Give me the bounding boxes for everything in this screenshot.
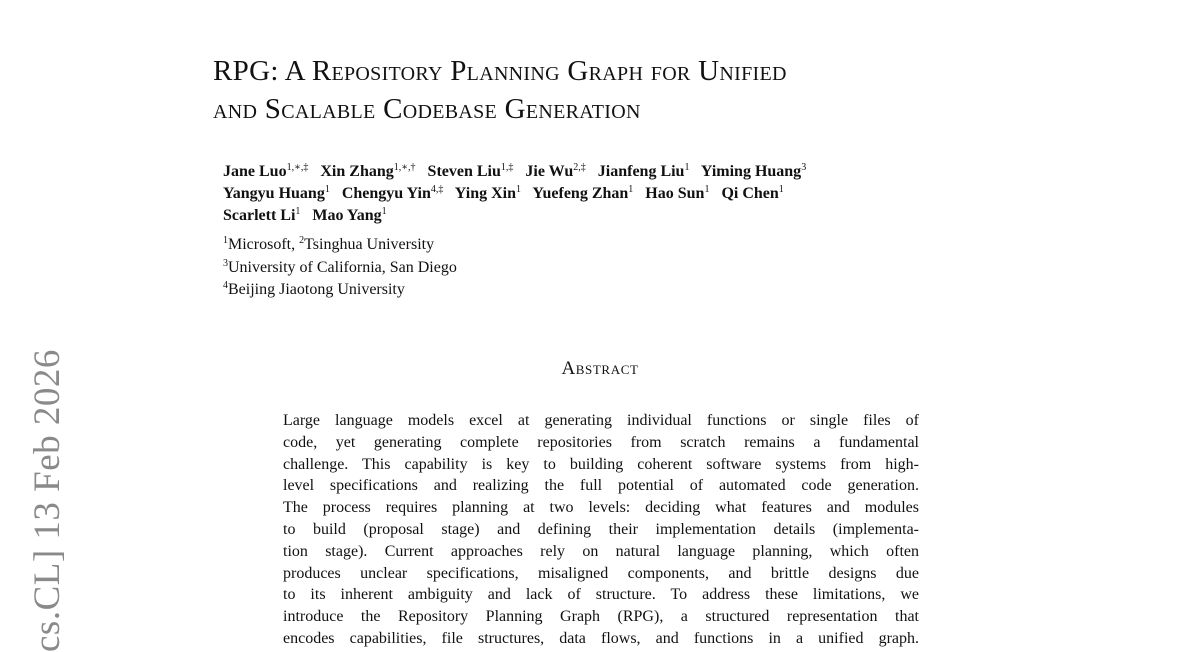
- author: Mao Yang$^1$: [312, 206, 387, 224]
- author: Yiming Huang$^3$: [700, 162, 807, 180]
- abstract-heading: Abstract: [561, 358, 639, 379]
- abstract-line: introduce the Repository Planning Graph (RPG), a structured representation that: [283, 608, 919, 626]
- abstract-line: Large language models excel at generating individual functions or single files of: [283, 412, 919, 429]
- title-line-1: RPG: A Repository Planning Graph for Unified: [213, 55, 787, 87]
- author: Jane Luo$^{1,∗,\ddagger}$: [223, 162, 309, 180]
- author-row-1: [223, 161, 814, 183]
- author: Scarlett Li$^1$: [223, 206, 301, 224]
- title-line-2: and Scalable Codebase Generation: [213, 93, 641, 125]
- author: Jianfeng Liu$^1$: [597, 162, 690, 180]
- affiliation-row: $^3$University of California, San Diego: [223, 257, 457, 276]
- abstract-body: [283, 410, 919, 650]
- abstract-line: to its inherent ambiguity and lack of structure. To address these limitations, we: [283, 586, 919, 604]
- abstract-line: produces unclear specifications, misaligned components, and brittle designs due: [283, 564, 919, 582]
- author-row-2: [223, 183, 814, 205]
- author: Ying Xin$^1$: [454, 184, 521, 202]
- arxiv-side-stamp: cs.CL] 13 Feb 2026: [27, 349, 68, 652]
- author: Yuefeng Zhan$^1$: [532, 184, 634, 202]
- abstract-line: tion stage). Current approaches rely on natural language planning, which often: [283, 542, 919, 560]
- author: Yangyu Huang$^1$: [223, 184, 330, 202]
- author: Hao Sun$^1$: [645, 184, 710, 202]
- author-row-3: [223, 205, 814, 227]
- affiliation-list: [223, 234, 457, 302]
- abstract-line: to build (proposal stage) and defining their implementation details (implementa-: [283, 520, 919, 538]
- abstract-line: encodes capabilities, file structures, data flows, and functions in a unified graph.: [283, 629, 919, 647]
- paper-title: [213, 52, 787, 128]
- abstract-line: level specifications and realizing the full potential of automated code generation.: [283, 477, 919, 495]
- author: Jie $Wu^{2,\ddagger}$: [525, 162, 586, 180]
- author: Steven Liu$^{1,\ddagger}$: [427, 162, 514, 180]
- abstract-line: code, yet generating complete repositories from scratch remains a fundamental: [283, 433, 919, 451]
- author: Xin Zhang$^{1,∗,\dagger}$: [320, 162, 416, 180]
- affiliation-row: $^1$Microsoft, $^2$Tsinghua University: [223, 235, 435, 253]
- affiliation-row: $^4$Beijing Jiaotong University: [223, 280, 405, 298]
- author-list: [223, 161, 814, 227]
- abstract-line: challenge. This capability is key to building coherent software systems from high-: [283, 455, 919, 473]
- author: Qi Chen$^1$: [721, 184, 784, 202]
- abstract-line: The process requires planning at two levels: deciding what features and modules: [283, 499, 919, 517]
- author: Chengyu Yin$^{4,\ddagger}$: [341, 184, 444, 202]
